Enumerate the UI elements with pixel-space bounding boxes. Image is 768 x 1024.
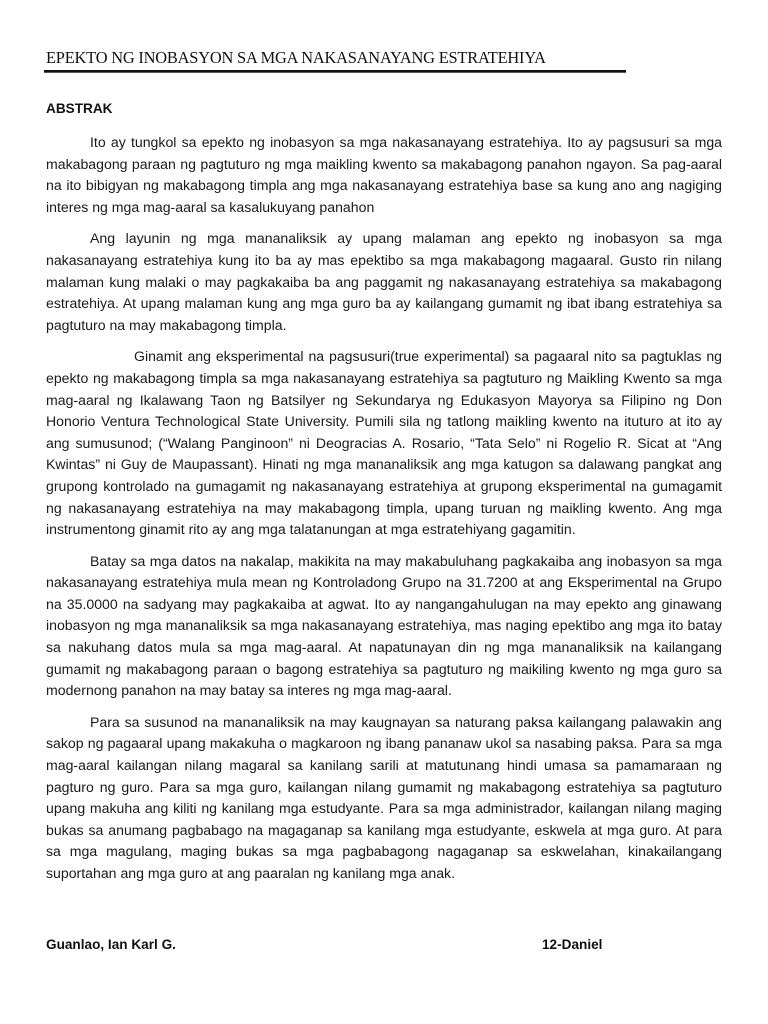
abstract-body bbox=[46, 132, 722, 885]
section-heading: ABSTRAK bbox=[46, 101, 113, 116]
abstract-paragraph-5: Para sa susunod na mananaliksik na may kaugnayan sa naturang paksa kailangang palawakin ang sakop ng pagaaral upang makakuha o magkaroon ng ibang pananaw ukol sa nasabing paksa. Para sa mga mag-aaral kailangan nilang magaral sa kanilang sarili at matutunang hindi umasa sa pamamaraan ng pagturo ng guro. Para sa mga guro, kailangan nilang gumamit ng makabagong estratehiya sa pagtuturo upang makuha ang kiliti ng kanilang mga estudyante. Para sa mga administrador, kailangan nilang maging bukas sa anumang pagbabago na magaganap sa kanilang mga estudyante, eskwela at mga guro. At para sa mga magulang, maging bukas sa mga pagbabagong nagaganap sa eskwelahan, kinakailangang suportahan ang mga guro at ang paaralan ng kanilang mga anak. bbox=[46, 713, 722, 881]
title-underline bbox=[44, 70, 626, 72]
class-section: 12-Daniel bbox=[542, 937, 603, 952]
abstract-paragraph-4: Batay sa mga datos na nakalap, makikita na may makabuluhang pagkakaiba ang inobasyon sa mga nakasanayang estratehiya mula mean ng Kontroladong Grupo na 31.7200 at ang Eksperimental na Grupo na 35.0000 na sadyang may pagkakaiba at agwat. Ito ay nangangahulugan na may epekto ang ginawang inobasyon ng mga mananaliksik sa mga nakasanayang estratehiya, mas naging epektibo ang mga ito batay sa nakuhang datos mula sa mga mag-aaral. At napatunayan din ng mga mananaliksik na kailangang gumamit ng makabagong paraan o bagong estratehiya sa pagtuturo ng maikiling kwento ng mga guro sa modernong panahon na may batay sa interes ng mga mag-aaral. bbox=[46, 552, 722, 699]
author-name: Guanlao, Ian Karl G. bbox=[46, 937, 176, 952]
abstract-paragraph-3: Ginamit ang eksperimental na pagsusuri(true experimental) sa pagaaral nito sa pagtuklas ng epekto ng makabagong timpla sa mga nakasanayang estratehiya sa pagtuturo ng Maikling Kwento sa mga mag-aaral ng Ikalawang Taon ng Batsilyer ng Sekundarya ng Edukasyon Mayorya sa Filipino ng Don Honorio Ventura Technological State University. Pumili sila ng tatlong maikling kwento na ituturo at ito ay ang sumusunod; (“Walang Panginoon” ni Deogracias A. Rosario, “Tata Selo” ni Rogelio R. Sicat at “Ang Kwintas” ni Guy de Maupassant). Hinati ng mga mananaliksik ang mga katugon sa dalawang pangkat ang grupong kontrolado na gumagamit ng nakasanayang estratehiya at grupong eksperimental na gumagamit ng nakasanayang estratehiya na may makabagong timpla, upang turuan ng maikling kwento. Ang mga instrumentong ginamit rito ay ang mga talatanungan at mga estratehiyang gagamitin. bbox=[46, 348, 722, 538]
abstract-paragraph-2: Ang layunin ng mga mananaliksik ay upang malaman ang epekto ng inobasyon sa mga nakasanayang estratehiya kung ito ba ay mas epektibo sa mga makabagong magaaral. Gusto rin nilang malaman kung malaki o may pagkakaiba ba ang paggamit ng nakasanayang estratehiya sa makabagong estratehiya. At upang malaman kung ang mga guro ba ay kailangang gumamit ng ibat ibang estratehiya sa pagtuturo na may makabagong timpla. bbox=[46, 230, 722, 333]
document-title: EPEKTO NG INOBASYON SA MGA NAKASANAYANG ESTRATEHIYA bbox=[46, 48, 546, 67]
abstract-paragraph-1: Ito ay tungkol sa epekto ng inobasyon sa mga nakasanayang estratehiya. Ito ay pagsusuri sa mga makabagong paraan ng pagtuturo ng mga maikling kwento sa makabagong panahon ngayon. Sa pag-aaral na ito bibigyan ng makabagong timpla ang mga nakasanayang estratehiya base sa kung ano ang nagiging interes ng mga mag-aaral sa kasalukuyang panahon bbox=[46, 134, 722, 215]
